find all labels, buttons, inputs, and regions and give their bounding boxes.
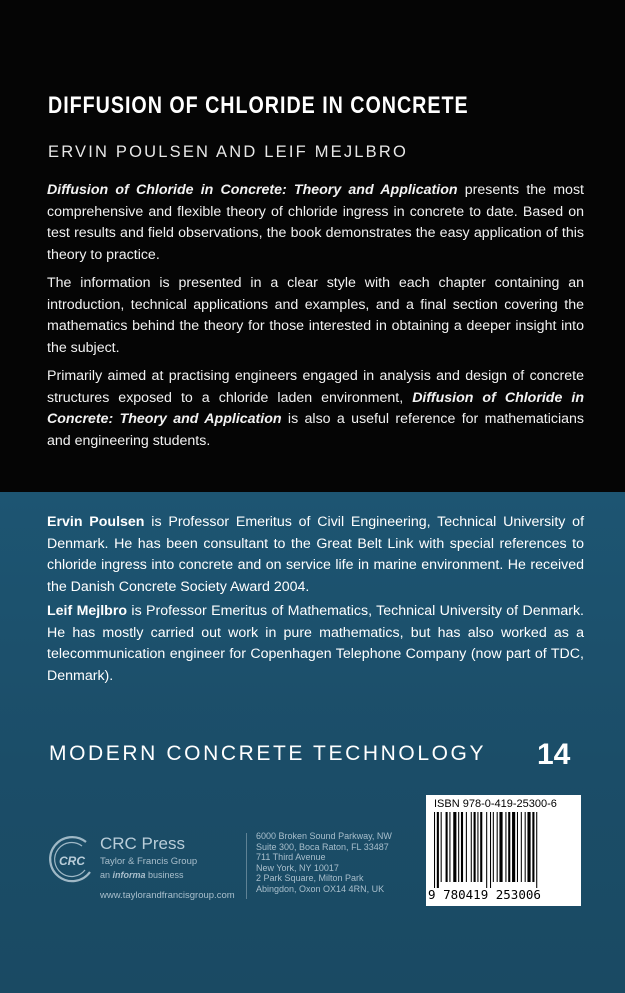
author-bio-2 xyxy=(47,601,584,687)
author-bio-1 xyxy=(47,512,584,598)
isbn-label: ISBN 978-0-419-25300-6 xyxy=(434,798,557,810)
business-prefix: an xyxy=(100,870,113,880)
blurb-text: is also a useful reference for mathematicians and engineering students. xyxy=(47,411,584,449)
blurb-book-title: Diffusion of Chloride in Concrete: Theory and Application xyxy=(47,389,584,427)
author-name: Leif Mejlbro xyxy=(47,603,128,619)
publisher-name: CRC Press xyxy=(100,834,186,853)
business-suffix: business xyxy=(145,870,184,880)
book-authors: ERVIN POULSEN AND LEIF MEJLBRO xyxy=(48,143,409,161)
series-number: 14 xyxy=(537,738,571,771)
blurb-paragraph-1 xyxy=(47,180,584,266)
address-line: Suite 300, Boca Raton, FL 33487 xyxy=(256,841,389,852)
author-bio-text: is Professor Emeritus of Mathematics, Technical University of Denmark. He has mostly carried out work in pure mathematics, but has also worked as a telecommunication engineer for Copenhagen Telephone Company (now part of TDC, Denmark). xyxy=(47,603,584,684)
isbn-digits-left: 780419 xyxy=(443,887,489,902)
blurb-text: presents the most comprehensive and flexible theory of chloride ingress in concrete to date. Based on test results and field observations, the book demonstrates the easy application of this theory to practice. xyxy=(47,182,584,263)
address-line: 2 Park Square, Milton Park xyxy=(256,873,364,884)
publisher-business xyxy=(100,870,184,880)
publisher-address xyxy=(256,831,392,895)
isbn-digit-lead: 9 xyxy=(428,887,436,902)
publisher-url: www.taylorandfrancisgroup.com xyxy=(100,890,235,901)
publisher-group: Taylor & Francis Group xyxy=(100,856,198,867)
address-line: Abingdon, Oxon OX14 4RN, UK xyxy=(256,883,385,894)
series-name: MODERN CONCRETE TECHNOLOGY xyxy=(49,742,487,765)
blurb-book-title: Diffusion of Chloride in Concrete: Theory and Application xyxy=(47,182,458,198)
blurb-paragraph-2: The information is presented in a clear style with each chapter containing an introduction, technical applications and examples, and a final section covering the mathematics behind the theory for those interested in obtaining a deeper insight into the subject. xyxy=(47,275,584,356)
crc-press-logo-icon xyxy=(46,834,98,886)
informa-brand: informa xyxy=(112,870,146,880)
book-title: DIFFUSION OF CHLORIDE IN CONCRETE xyxy=(48,92,469,119)
address-line: 6000 Broken Sound Parkway, NW xyxy=(256,831,392,841)
author-name: Ervin Poulsen xyxy=(47,514,145,530)
address-line: 711 Third Avenue xyxy=(256,852,326,863)
crc-logo-text: CRC xyxy=(59,854,85,868)
barcode-bars xyxy=(434,812,573,888)
publisher-divider xyxy=(246,833,247,899)
author-bio-text: is Professor Emeritus of Civil Engineering, Technical University of Denmark. He has been consultant to the Great Belt Link with special references to chloride ingress into concrete and on service life in marine environment. He received the Danish Concrete Society Award 2004. xyxy=(47,514,585,595)
isbn-barcode xyxy=(426,795,581,906)
isbn-digits xyxy=(428,887,579,902)
isbn-digits-right: 253006 xyxy=(495,887,541,902)
blurb-paragraph-3 xyxy=(47,366,584,452)
blurb-text: Primarily aimed at practising engineers engaged in analysis and design of concrete structures exposed to a chloride laden environment, xyxy=(47,368,584,406)
address-line: New York, NY 10017 xyxy=(256,862,339,873)
